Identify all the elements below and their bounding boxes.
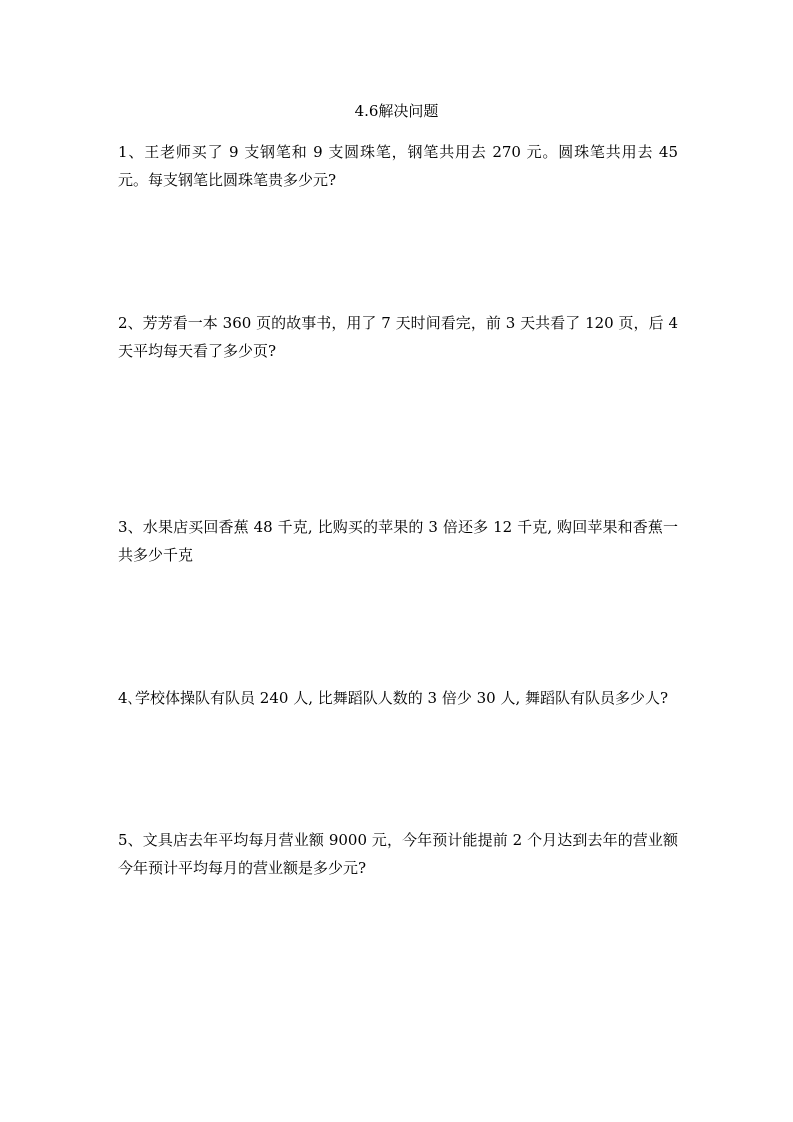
question-3: 3、水果店买回香蕉 48 千克, 比购买的苹果的 3 倍还多 12 千克, 购回苹果和香蕉一共多少千克 [118, 518, 678, 564]
question-4: 4､学校体操队有队员 240 人, 比舞蹈队人数的 3 倍少 30 人, 舞蹈队有队员多少人? [118, 689, 669, 707]
worksheet-title: 4.6解决问题 [354, 102, 439, 120]
question-1: 1、王老师买了 9 支钢笔和 9 支圆珠笔，钢笔共用去 270 元。圆珠笔共用去 45 元。每支钢笔比圆珠笔贵多少元? [118, 143, 678, 189]
question-5: 5、文具店去年平均每月营业额 9000 元，今年预计能提前 2 个月达到去年的营业额今年预计平均每月的营业额是多少元? [118, 831, 678, 877]
question-2: 2、芳芳看一本 360 页的故事书，用了 7 天时间看完，前 3 天共看了 120 页，后 4 天平均每天看了多少页? [118, 314, 678, 360]
